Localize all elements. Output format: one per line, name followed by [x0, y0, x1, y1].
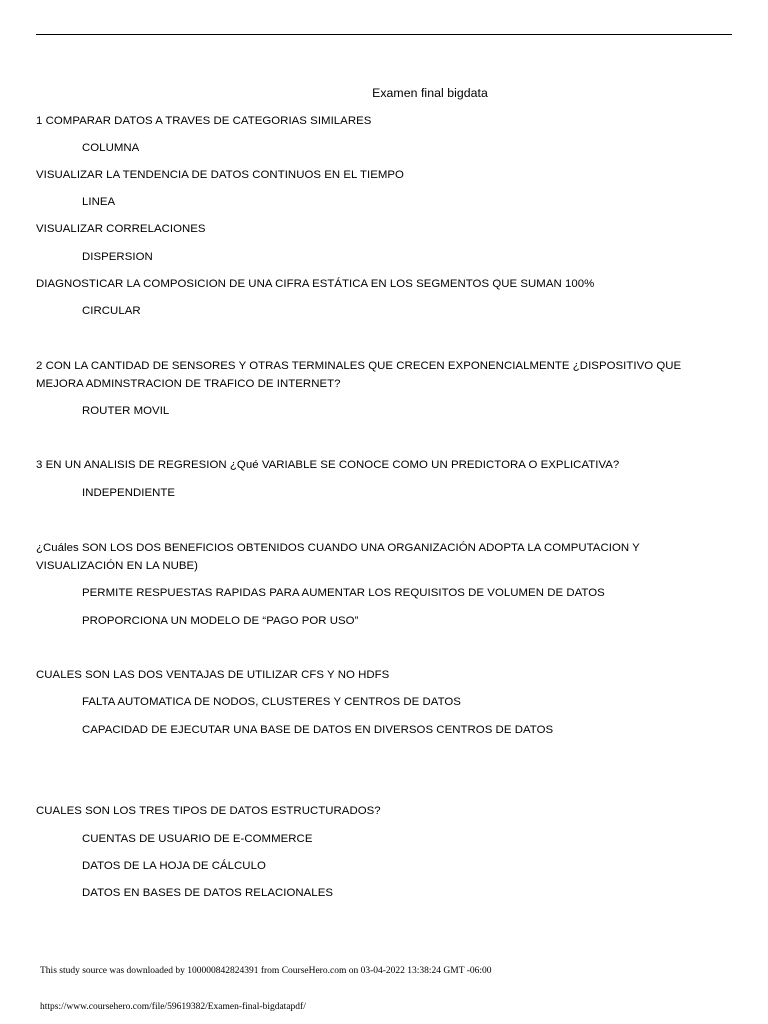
answer-2: ROUTER MOVIL	[82, 405, 170, 417]
question-5: CUALES SON LAS DOS VENTAJAS DE UTILIZAR CFS Y NO HDFS	[36, 669, 390, 681]
answer-4b: PROPORCIONA UN MODELO DE “PAGO POR USO”	[82, 615, 359, 627]
answer-1: COLUMNA	[82, 142, 140, 154]
page-title: Examen final bigdata	[372, 86, 488, 100]
answer-1d: CIRCULAR	[82, 305, 141, 317]
answer-6b: DATOS DE LA HOJA DE CÁLCULO	[82, 860, 266, 872]
answer-6c: DATOS EN BASES DE DATOS RELACIONALES	[82, 887, 333, 899]
answer-5a: FALTA AUTOMATICA DE NODOS, CLUSTERES Y CENTROS DE DATOS	[82, 696, 461, 708]
answer-4a: PERMITE RESPUESTAS RAPIDAS PARA AUMENTAR LOS REQUISITOS DE VOLUMEN DE DATOS	[82, 587, 605, 599]
question-6: CUALES SON LOS TRES TIPOS DE DATOS ESTRUCTURADOS?	[36, 805, 381, 817]
answer-6a: CUENTAS DE USUARIO DE E-COMMERCE	[82, 833, 313, 845]
question-2: 2 CON LA CANTIDAD DE SENSORES Y OTRAS TERMINALES QUE CRECEN EXPONENCIALMENTE ¿DISPOSITIVO QUE MEJORA ADMINSTRACION DE TRAFICO DE INTERNET?	[36, 360, 682, 390]
question-1: 1 COMPARAR DATOS A TRAVES DE CATEGORIAS SIMILARES	[36, 115, 372, 127]
question-1c: VISUALIZAR CORRELACIONES	[36, 223, 206, 235]
answer-1c: DISPERSION	[82, 251, 153, 263]
source-url-link[interactable]: https://www.coursehero.com/file/59619382/Examen-final-bigdatapdf/	[40, 1002, 306, 1012]
question-3: 3 EN UN ANALISIS DE REGRESION ¿Qué VARIABLE SE CONOCE COMO UN PREDICTORA O EXPLICATIVA?	[36, 459, 620, 471]
answer-5b: CAPACIDAD DE EJECUTAR UNA BASE DE DATOS EN DIVERSOS CENTROS DE DATOS	[82, 724, 554, 736]
header-rule	[36, 34, 732, 35]
download-notice: This study source was downloaded by 100000842824391 from CourseHero.com on 03-04-2022 13:38:24 GMT -06:00	[40, 966, 492, 976]
answer-1b: LINEA	[82, 196, 116, 208]
question-1d: DIAGNOSTICAR LA COMPOSICION DE UNA CIFRA ESTÁTICA EN LOS SEGMENTOS QUE SUMAN 100%	[36, 278, 595, 290]
answer-3: INDEPENDIENTE	[82, 487, 176, 499]
question-4: ¿Cuáles SON LOS DOS BENEFICIOS OBTENIDOS CUANDO UNA ORGANIZACIÓN ADOPTA LA COMPUTACION Y VISUALIZACIÓN EN LA NUBE)	[36, 542, 640, 572]
question-1b: VISUALIZAR LA TENDENCIA DE DATOS CONTINUOS EN EL TIEMPO	[36, 169, 404, 181]
